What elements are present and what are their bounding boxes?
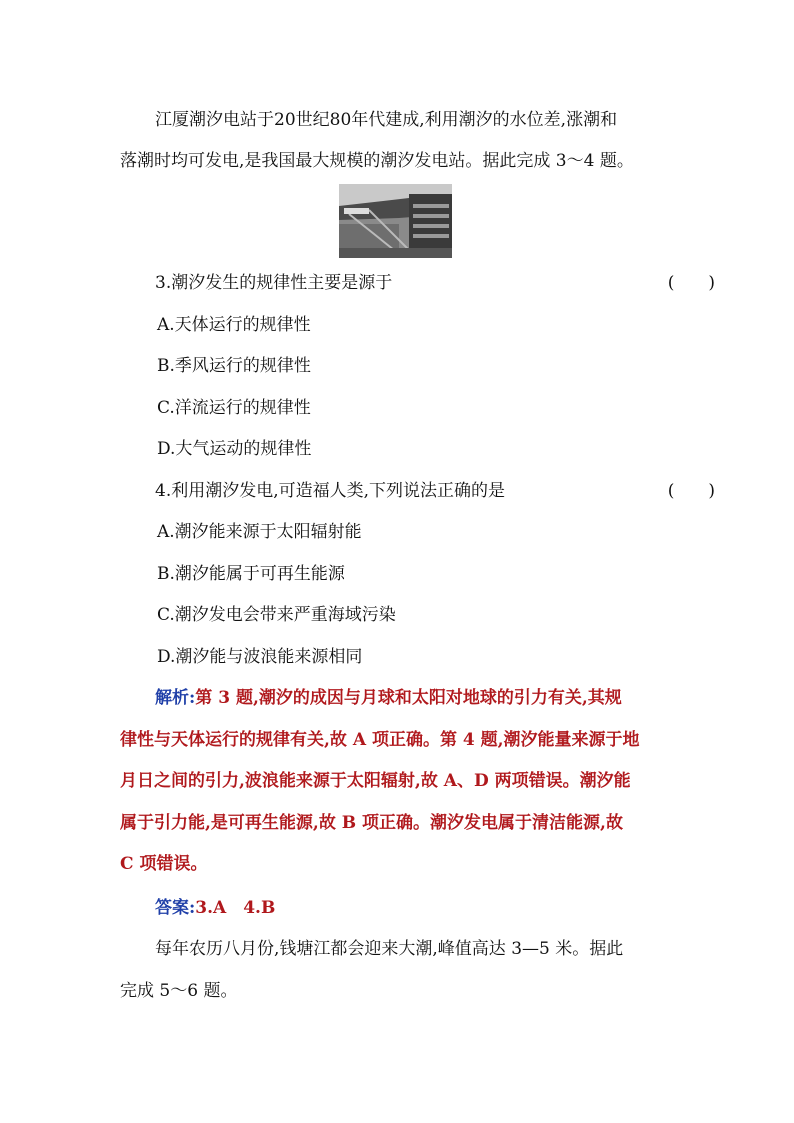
tidal-power-station-photo: [339, 184, 452, 258]
q4-option-a: A.潮汐能来源于太阳辐射能: [157, 522, 362, 542]
intro1-line2: 落潮时均可发电,是我国最大规模的潮汐发电站。据此完成 3～4 题。: [120, 151, 634, 171]
answer-line: [155, 896, 715, 920]
q3-option-d: D.大气运动的规律性: [157, 439, 312, 459]
q4-answer-blank: ( ): [667, 481, 715, 501]
question-3: [155, 271, 715, 295]
intro2-line1: 每年农历八月份,钱塘江都会迎来大潮,峰值高达 3—5 米。据此: [155, 939, 624, 959]
analysis-line1: [155, 686, 715, 710]
q3-option-c: C.洋流运行的规律性: [157, 398, 311, 418]
analysis-line4: 属于引力能,是可再生能源,故 B 项正确。潮汐发电属于清洁能源,故: [120, 813, 623, 833]
analysis-line5: C 项错误。: [120, 854, 208, 874]
intro1-line1: 江厦潮汐电站于20世纪80年代建成,利用潮汐的水位差,涨潮和: [155, 110, 618, 130]
analysis-line2: 律性与天体运行的规律有关,故 A 项正确。第 4 题,潮汐能量来源于地: [120, 730, 640, 750]
q3-option-a: A.天体运行的规律性: [157, 315, 311, 335]
intro2-line2: 完成 5～6 题。: [120, 981, 238, 1001]
q4-option-b: B.潮汐能属于可再生能源: [157, 564, 345, 584]
answer-value: 3.A 4.B: [195, 898, 276, 918]
q3-option-b: B.季风运行的规律性: [157, 356, 311, 376]
analysis-label: 解析:: [155, 688, 196, 708]
analysis-line3: 月日之间的引力,波浪能来源于太阳辐射,故 A、D 两项错误。潮汐能: [120, 771, 631, 791]
analysis-text-1: 第 3 题,潮汐的成因与月球和太阳对地球的引力有关,其规: [195, 688, 622, 708]
question-4: [155, 479, 715, 503]
q4-option-d: D.潮汐能与波浪能来源相同: [157, 647, 363, 667]
q4-stem: 4.利用潮汐发电,可造福人类,下列说法正确的是: [155, 481, 506, 501]
q3-answer-blank: ( ): [667, 273, 715, 293]
answer-label: 答案:: [155, 898, 196, 918]
q3-stem: 3.潮汐发生的规律性主要是源于: [155, 273, 393, 293]
q4-option-c: C.潮汐发电会带来严重海域污染: [157, 605, 396, 625]
